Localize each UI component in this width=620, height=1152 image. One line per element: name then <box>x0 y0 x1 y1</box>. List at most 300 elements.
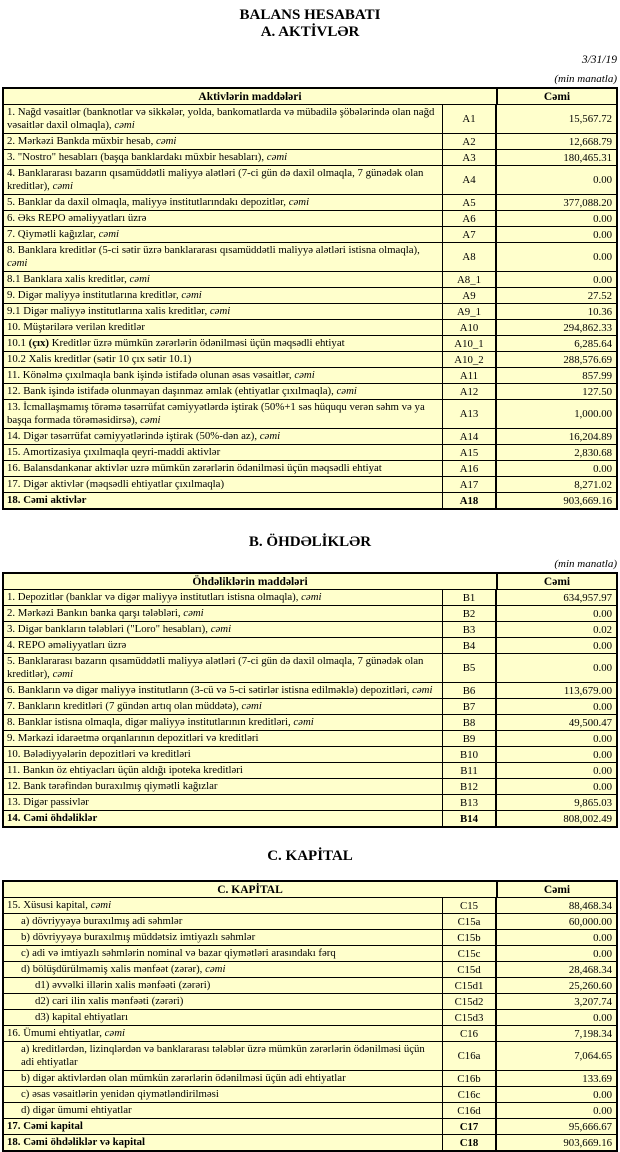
row-code: C17 <box>442 1119 495 1134</box>
row-label-main: d) bölüşdürülməmiş xalis mənfəət (zərər), <box>21 963 203 975</box>
row-label-italic-suffix: cəmi <box>293 716 314 728</box>
row-label <box>4 795 442 810</box>
row-code: A9_1 <box>442 304 495 319</box>
row-value: 0.00 <box>495 1087 616 1102</box>
row-label-main: 5. Banklar da daxil olmaqla, maliyyə institutlarındakı depozitlər, <box>7 196 287 208</box>
row-code: C16d <box>442 1103 495 1118</box>
capital-table <box>2 880 618 1152</box>
unit-note-a: (min manatla) <box>554 73 617 85</box>
row-value: 294,862.33 <box>495 320 616 335</box>
table-row <box>4 1134 616 1150</box>
row-label <box>4 150 442 165</box>
row-label <box>4 211 442 226</box>
row-label-main: 4. REPO əməliyyatları üzrə <box>7 639 127 651</box>
row-label-main: c) əsas vəsaitlərin yenidən qiymətləndirilməsi <box>21 1088 219 1100</box>
row-label-text <box>7 796 89 809</box>
row-code: A2 <box>442 134 495 149</box>
row-code: A4 <box>442 166 495 194</box>
row-label-continued: Kreditlər üzrə mümkün zərərlərin ödənilməsi üçün məqsədli ehtiyat <box>51 337 345 349</box>
row-label-text <box>7 494 86 507</box>
row-label-main: 15. Xüsusi kapital, <box>7 899 88 911</box>
table-row <box>4 242 616 271</box>
row-label-italic-suffix: cəmi <box>52 180 73 192</box>
column-header-total: Cəmi <box>496 882 616 897</box>
row-code: C15d <box>442 962 495 977</box>
row-value: 0.00 <box>495 1010 616 1025</box>
row-code: A8_1 <box>442 272 495 287</box>
report-title: BALANS HESABATI <box>239 7 381 23</box>
row-label <box>4 638 442 653</box>
row-label-italic-suffix: cəmi <box>266 151 288 163</box>
row-label-text <box>7 780 217 793</box>
row-label <box>4 930 442 945</box>
row-label <box>4 914 442 929</box>
table-row <box>4 1041 616 1070</box>
row-label <box>4 1010 442 1025</box>
row-value: 16,204.89 <box>495 429 616 444</box>
table-row <box>4 605 616 621</box>
row-label-main: 18. Cəmi aktivlər <box>7 494 87 506</box>
row-label-text <box>7 684 432 697</box>
row-label-italic-suffix: cəmi <box>336 385 357 397</box>
row-code: B11 <box>442 763 495 778</box>
row-label-text <box>7 385 357 398</box>
row-value: 60,000.00 <box>495 914 616 929</box>
table-row <box>4 399 616 428</box>
row-label-main: 17. Digər aktivlər (məqsədli ehtiyatlar çıxılmaqla) <box>7 478 225 490</box>
row-code: A1 <box>442 105 495 133</box>
row-label-text <box>7 812 97 825</box>
row-label-text <box>7 995 183 1008</box>
table-row <box>4 428 616 444</box>
row-label-text <box>7 196 309 209</box>
table-row <box>4 351 616 367</box>
row-label-main: d1) əvvəlki illərin xalis mənfəəti (zərəri) <box>35 979 211 991</box>
table-row <box>4 1025 616 1041</box>
row-code: A10_2 <box>442 352 495 367</box>
row-label-italic-suffix: cəmi <box>294 369 315 381</box>
table-row <box>4 913 616 929</box>
row-label-main: 8. Banklara kreditlər (5-ci sətir üzrə banklararası qısamüddətli maliyyə alətləri istisna olmaqla), <box>7 244 420 256</box>
row-label <box>4 352 442 367</box>
table-row <box>4 303 616 319</box>
row-code: C16b <box>442 1071 495 1086</box>
row-label-italic-suffix: cəmi <box>209 305 231 317</box>
row-label-italic-suffix: cəmi <box>259 430 281 442</box>
table-row <box>4 929 616 945</box>
row-label-main: a) dövriyyəyə buraxılmış adi səhmlər <box>21 915 183 927</box>
row-value: 903,669.16 <box>495 493 616 508</box>
row-value: 0.00 <box>495 779 616 794</box>
row-label-text <box>7 899 111 912</box>
row-value: 0.00 <box>495 606 616 621</box>
table-row <box>4 271 616 287</box>
row-value: 2,830.68 <box>495 445 616 460</box>
row-label-text <box>7 1043 439 1069</box>
row-label-text <box>7 462 382 475</box>
row-label <box>4 195 442 210</box>
row-label-main: 1. Nağd vəsaitlər (banknotlar və sikkələr, yolda, bankomatlarda və mübadilə şöbələrində olan nağd vəsaitlər daxil olmaqla), <box>7 106 435 131</box>
row-value: 0.00 <box>495 731 616 746</box>
table-row <box>4 492 616 508</box>
row-label <box>4 1103 442 1118</box>
table-row <box>4 621 616 637</box>
section-b-title: B. ÖHDƏLİKLƏR <box>248 534 372 550</box>
row-label <box>4 461 442 476</box>
row-label-text <box>7 1120 83 1133</box>
row-label <box>4 622 442 637</box>
row-label <box>4 336 442 351</box>
row-label-main: 16. Balansdankənar aktivlər uzrə mümkün zərərlərin ödənilməsi üçün məqsədli ehtiyat <box>7 462 382 474</box>
row-label-main: 14. Digər təsərrüfat cəmiyyətlərində iştirak (50%-dən az), <box>7 430 258 442</box>
row-label-main: 10.1 <box>7 337 26 349</box>
row-value: 288,576.69 <box>495 352 616 367</box>
row-label-main: 8. Banklar istisna olmaqla, digər maliyyə institutlarının kreditləri, <box>7 716 291 728</box>
row-code: C15c <box>442 946 495 961</box>
table-row <box>4 210 616 226</box>
row-label-italic-suffix: cəmi <box>301 591 322 603</box>
row-label-italic-suffix: cəmi <box>104 1027 126 1039</box>
row-label-main: 13. Digər passivlər <box>7 796 89 808</box>
row-label <box>4 288 442 303</box>
row-label-main: 10. Müştərilərə verilən kreditlər <box>7 321 145 333</box>
row-code: A16 <box>442 461 495 476</box>
row-value: 7,198.34 <box>495 1026 616 1041</box>
table-row <box>4 367 616 383</box>
table-row <box>4 287 616 303</box>
row-label-italic-suffix: cəmi <box>288 196 310 208</box>
row-label <box>4 477 442 492</box>
row-value: 6,285.64 <box>495 336 616 351</box>
row-label <box>4 227 442 242</box>
table-row <box>4 383 616 399</box>
row-code: B12 <box>442 779 495 794</box>
row-label <box>4 715 442 730</box>
table-row <box>4 698 616 714</box>
row-label-italic-suffix: cəmi <box>90 899 112 911</box>
row-label-main: 6. Bankların və digər maliyyə institutların (3-cü və 5-ci sətirlər istisna edilməklə) depozitləri, <box>7 684 410 696</box>
row-label <box>4 606 442 621</box>
row-label-text <box>7 273 150 286</box>
assets-table <box>2 87 618 510</box>
row-label <box>4 429 442 444</box>
row-value: 0.02 <box>495 622 616 637</box>
row-label-text <box>7 106 439 132</box>
row-label-main: 3. "Nostro" hesabları (başqa banklardakı müxbir hesabları), <box>7 151 265 163</box>
row-value: 9,865.03 <box>495 795 616 810</box>
row-code: A8 <box>442 243 495 271</box>
row-label-main: 9.1 Digər maliyyə institutlarına xalis kreditlər, <box>7 305 208 317</box>
row-label-main: 16. Ümumi ehtiyatlar, <box>7 1027 102 1039</box>
row-code: C16 <box>442 1026 495 1041</box>
table-row <box>4 194 616 210</box>
table-row <box>4 1118 616 1134</box>
row-label-text <box>7 764 243 777</box>
row-value: 8,271.02 <box>495 477 616 492</box>
row-label-text <box>7 353 191 366</box>
row-code: A15 <box>442 445 495 460</box>
row-value: 180,465.31 <box>495 150 616 165</box>
table-row <box>4 653 616 682</box>
row-code: A14 <box>442 429 495 444</box>
row-code: C15b <box>442 930 495 945</box>
row-label-text <box>7 716 314 729</box>
row-value: 0.00 <box>495 638 616 653</box>
row-label-italic-suffix: cəmi <box>7 257 28 269</box>
row-label-main: 3. Digər bankların tələbləri ("Loro" hesabları), <box>7 623 208 635</box>
row-label <box>4 384 442 399</box>
table-row <box>4 133 616 149</box>
table-row <box>4 794 616 810</box>
table-row <box>4 637 616 653</box>
column-header-items: Öhdəliklərin maddələri <box>192 575 308 588</box>
row-label-main: 5. Banklararası bazarın qısamüddətli maliyyə alətləri (7-ci gün də daxil olmaqla, 7 günədək olan kreditlər), <box>7 655 424 680</box>
section-c-title: C. KAPİTAL <box>267 848 353 864</box>
row-value: 15,567.72 <box>495 105 616 133</box>
row-code: A10 <box>442 320 495 335</box>
row-code: B5 <box>442 654 495 682</box>
row-label <box>4 445 442 460</box>
row-code: B13 <box>442 795 495 810</box>
row-label-italic-suffix: cəmi <box>183 607 204 619</box>
table-row <box>4 1086 616 1102</box>
row-label-text <box>7 1072 346 1085</box>
row-label-main: a) kreditlərdən, lizinqlərdən və banklararası tələblər üzrə mümkün zərərlərin ödənilməsi üçün adi ehtiyatlar <box>21 1043 425 1068</box>
row-code: A11 <box>442 368 495 383</box>
row-label <box>4 946 442 961</box>
row-label-text <box>7 915 182 928</box>
row-value: 113,679.00 <box>495 683 616 698</box>
row-label <box>4 1135 442 1150</box>
row-label-main: 11. Bankın öz ehtiyacları üçün aldığı ipoteka kreditləri <box>7 764 243 776</box>
row-label-main: b) digər aktivlərdən olan mümkün zərərlərin ödənilməsi üçün adi ehtiyatlar <box>21 1072 346 1084</box>
row-label-text <box>7 151 287 164</box>
row-code: C15d3 <box>442 1010 495 1025</box>
row-value: 0.00 <box>495 461 616 476</box>
row-label-text <box>7 446 220 459</box>
row-label-bold-segment: (çıx) <box>28 337 49 349</box>
row-code: C18 <box>442 1135 495 1150</box>
table-row <box>4 589 616 605</box>
row-label <box>4 654 442 682</box>
row-label-main: 4. Banklararası bazarın qısamüddətli maliyyə alətləri (7-ci gün də daxil olmaqla, 7 günədək olan kreditlər), <box>7 167 424 192</box>
row-label-italic-suffix: cəmi <box>210 623 232 635</box>
row-label-main: 1. Depozitlər (banklar və digər maliyyə institutları istisna olmaqla), <box>7 591 299 603</box>
row-value: 0.00 <box>495 747 616 762</box>
row-label-text <box>7 979 210 992</box>
table-row <box>4 104 616 133</box>
table-row <box>4 1102 616 1118</box>
row-value: 808,002.49 <box>495 811 616 826</box>
row-label-italic-suffix: cəmi <box>140 414 161 426</box>
row-label <box>4 368 442 383</box>
row-label-main: 10. Bələdiyyələrin depozitləri və kreditləri <box>7 748 191 760</box>
row-label-main: 9. Digər maliyyə institutlarına kreditlər, <box>7 289 179 301</box>
row-label-text <box>7 931 255 944</box>
row-label-main: 14. Cəmi öhdəliklər <box>7 812 98 824</box>
section-a-title: A. AKTİVLƏR <box>260 24 360 40</box>
row-label-italic-suffix: cəmi <box>412 684 433 696</box>
row-label-text <box>7 228 119 241</box>
row-label-text <box>7 700 262 713</box>
row-label-main: 2. Mərkəzi Bankda müxbir hesab, <box>7 135 154 147</box>
row-label-text <box>7 369 315 382</box>
row-label <box>4 1042 442 1070</box>
row-label-text <box>7 963 225 976</box>
row-label <box>4 731 442 746</box>
row-code: C16a <box>442 1042 495 1070</box>
table-row <box>4 810 616 826</box>
row-code: B4 <box>442 638 495 653</box>
row-label-text <box>7 305 230 318</box>
row-label <box>4 898 442 913</box>
table-row <box>4 165 616 194</box>
row-value: 0.00 <box>495 227 616 242</box>
row-label-text <box>7 1104 132 1117</box>
row-code: B10 <box>442 747 495 762</box>
row-label-text <box>7 1027 125 1040</box>
table-header-row <box>4 89 616 104</box>
row-label <box>4 134 442 149</box>
table-header-row <box>4 574 616 589</box>
row-value: 0.00 <box>495 763 616 778</box>
row-label-main: c) adi və imtiyazlı səhmlərin nominal və bazar qiymətləri arasındakı fərq <box>21 947 336 959</box>
row-code: A6 <box>442 211 495 226</box>
row-label <box>4 962 442 977</box>
row-label-main: 2. Mərkəzi Bankın banka qarşı tələbləri, <box>7 607 181 619</box>
row-label-text <box>7 244 439 270</box>
row-value: 0.00 <box>495 272 616 287</box>
row-code: C16c <box>442 1087 495 1102</box>
row-label-text <box>7 401 439 427</box>
row-label-text <box>7 135 176 148</box>
row-label-text <box>7 337 345 350</box>
row-value: 0.00 <box>495 946 616 961</box>
row-label-italic-suffix: cəmi <box>114 119 135 131</box>
table-row <box>4 897 616 913</box>
row-label-main: 12. Bank tərəfindən buraxılmış qiymətli kağızlar <box>7 780 218 792</box>
row-label-italic-suffix: cəmi <box>129 273 150 285</box>
column-header-total: Cəmi <box>496 574 616 589</box>
row-value: 0.00 <box>495 654 616 682</box>
row-label-main: 8.1 Banklara xalis kreditlər, <box>7 273 127 285</box>
column-header-items: C. KAPİTAL <box>217 883 283 896</box>
row-label-main: 17. Cəmi kapital <box>7 1120 83 1132</box>
table-row <box>4 682 616 698</box>
row-label <box>4 400 442 428</box>
row-code: B8 <box>442 715 495 730</box>
row-label <box>4 683 442 698</box>
row-code: C15a <box>442 914 495 929</box>
row-label-main: 11. Könəlmə çıxılmaqla bank işində istifadə olunan əsas vəsaitlər, <box>7 369 292 381</box>
row-label-main: d) digər ümumi ehtiyatlar <box>21 1104 132 1116</box>
row-label <box>4 166 442 194</box>
row-label <box>4 243 442 271</box>
row-value: 88,468.34 <box>495 898 616 913</box>
row-code: A3 <box>442 150 495 165</box>
row-label-main: 9. Mərkəzi idarəetmə orqanlarının depozitləri və kreditləri <box>7 732 259 744</box>
table-row <box>4 730 616 746</box>
table-row <box>4 444 616 460</box>
row-label-text <box>7 607 204 620</box>
row-value: 903,669.16 <box>495 1135 616 1150</box>
row-value: 1,000.00 <box>495 400 616 428</box>
unit-note-b: (min manatla) <box>554 558 617 570</box>
row-value: 7,064.65 <box>495 1042 616 1070</box>
row-label <box>4 994 442 1009</box>
table-row <box>4 1009 616 1025</box>
row-label-main: 7. Bankların kreditləri (7 gündən artıq olan müddətə), <box>7 700 239 712</box>
row-value: 49,500.47 <box>495 715 616 730</box>
row-label <box>4 1087 442 1102</box>
row-label-main: 18. Cəmi öhdəliklər və kapital <box>7 1136 146 1148</box>
row-code: B2 <box>442 606 495 621</box>
row-label-text <box>7 1088 219 1101</box>
row-value: 634,957.97 <box>495 590 616 605</box>
row-label-main: 6. Əks REPO əməliyyatları üzrə <box>7 212 147 224</box>
table-row <box>4 945 616 961</box>
row-label-main: b) dövriyyəyə buraxılmış müddətsiz imtiyazlı səhmlər <box>21 931 256 943</box>
row-code: C15d2 <box>442 994 495 1009</box>
row-code: B9 <box>442 731 495 746</box>
row-code: A17 <box>442 477 495 492</box>
row-value: 0.00 <box>495 699 616 714</box>
row-label-text <box>7 591 322 604</box>
row-label <box>4 763 442 778</box>
row-label-text <box>7 212 146 225</box>
row-label-main: d2) cari ilin xalis mənfəəti (zərəri) <box>35 995 184 1007</box>
row-label-main: 12. Bank işində istifadə olunmayan daşınmaz əmlak (ehtiyatlar çıxılmaqla), <box>7 385 334 397</box>
row-label-main: 7. Qiymətli kağızlar, <box>7 228 96 240</box>
row-label <box>4 590 442 605</box>
table-row <box>4 476 616 492</box>
row-label-main: 15. Amortizasiya çıxılmaqla qeyri-maddi aktivlər <box>7 446 221 458</box>
table-row <box>4 778 616 794</box>
row-label <box>4 105 442 133</box>
row-code: A9 <box>442 288 495 303</box>
row-label-italic-suffix: cəmi <box>181 289 202 301</box>
row-label-main: 10.2 Xalis kreditlər (sətir 10 çıx sətir 10.1) <box>7 353 192 365</box>
row-label-italic-suffix: cəmi <box>156 135 177 147</box>
row-label-text <box>7 321 145 334</box>
row-value: 0.00 <box>495 930 616 945</box>
row-label <box>4 1026 442 1041</box>
row-value: 127.50 <box>495 384 616 399</box>
liabilities-table <box>2 572 618 828</box>
row-value: 377,088.20 <box>495 195 616 210</box>
table-header-row <box>4 882 616 897</box>
row-code: C15d1 <box>442 978 495 993</box>
row-label <box>4 272 442 287</box>
row-value: 27.52 <box>495 288 616 303</box>
row-label-text <box>7 732 259 745</box>
row-value: 0.00 <box>495 166 616 194</box>
row-label-text <box>7 1011 128 1024</box>
row-code: C15 <box>442 898 495 913</box>
table-row <box>4 460 616 476</box>
row-value: 25,260.60 <box>495 978 616 993</box>
row-value: 0.00 <box>495 243 616 271</box>
report-date: 3/31/19 <box>581 54 617 66</box>
row-code: B3 <box>442 622 495 637</box>
row-label-text <box>7 748 191 761</box>
row-label-italic-suffix: cəmi <box>98 228 120 240</box>
row-label-text <box>7 289 202 302</box>
row-code: A10_1 <box>442 336 495 351</box>
row-label-main: d3) kapital ehtiyatları <box>35 1011 128 1023</box>
row-value: 857.99 <box>495 368 616 383</box>
row-label <box>4 493 442 508</box>
